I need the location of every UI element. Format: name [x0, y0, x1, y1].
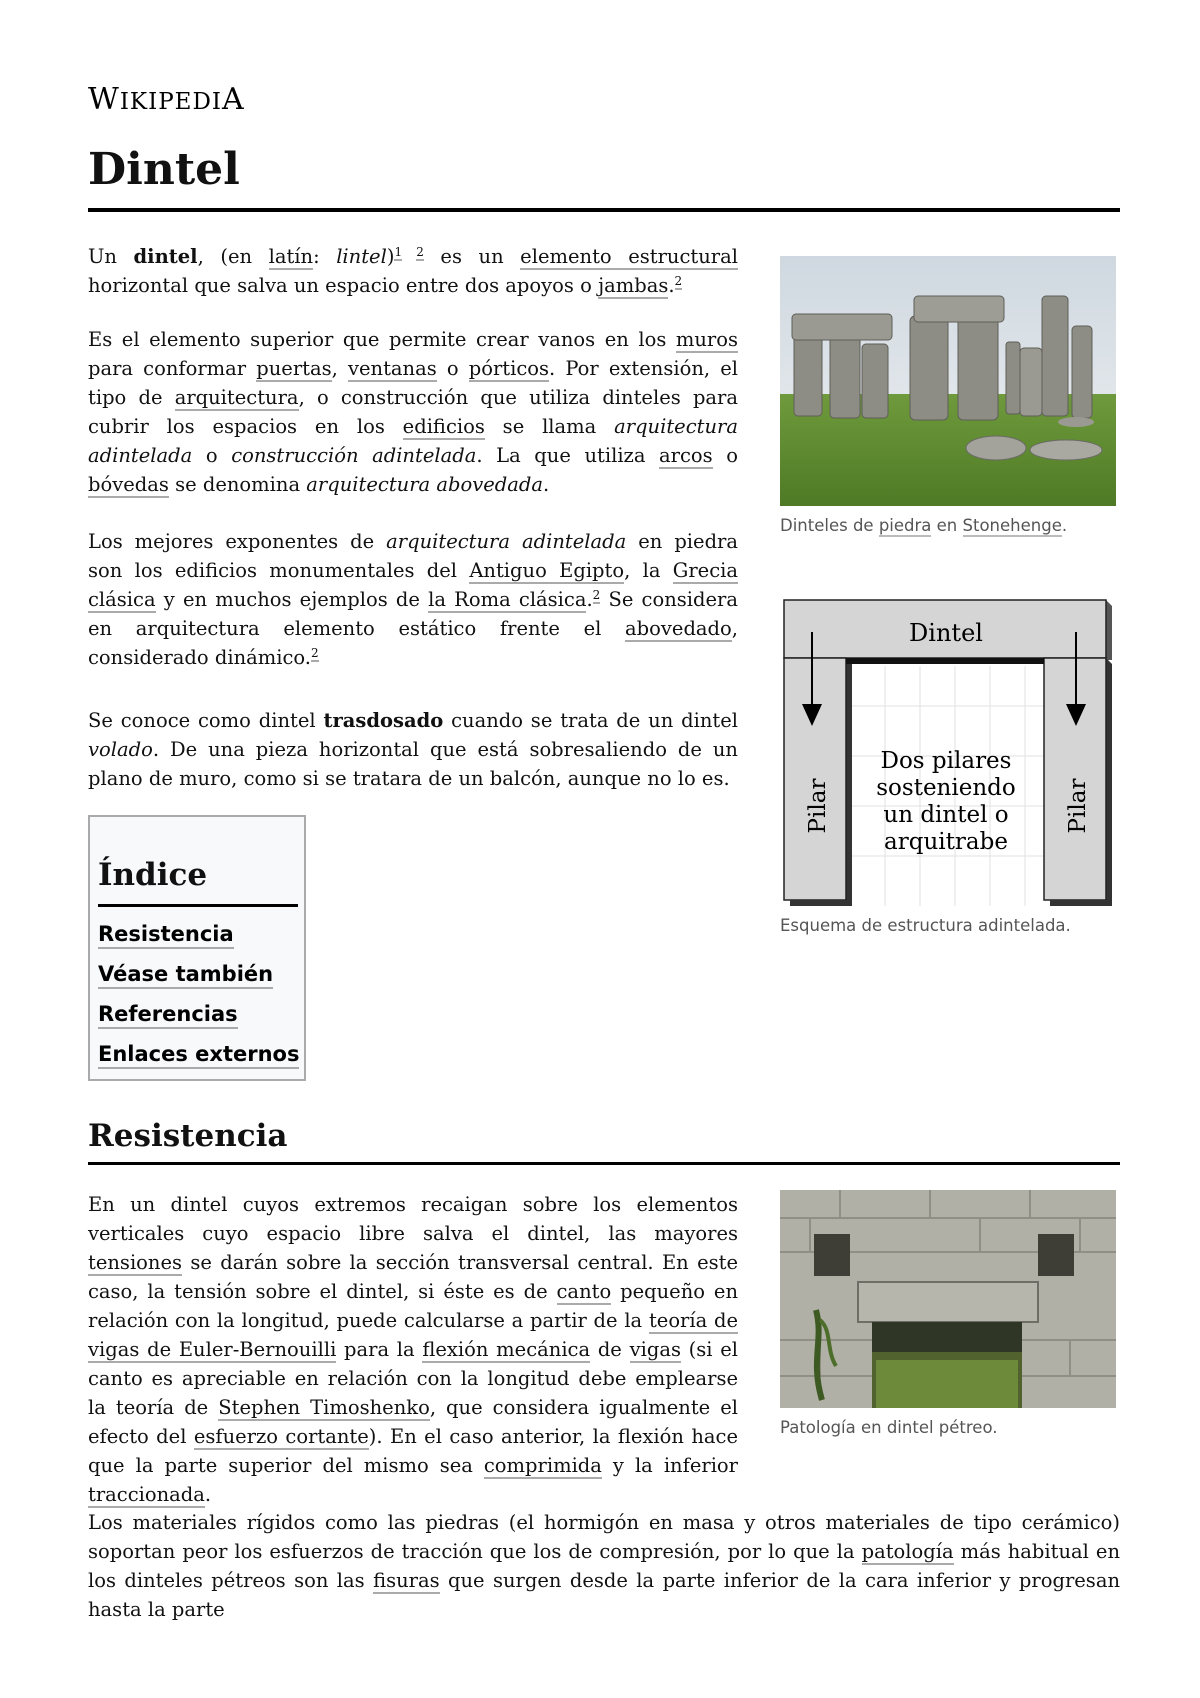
link-grecia-clasica[interactable]: Grecia clásica [88, 559, 738, 611]
toc-item-referencias[interactable]: Referencias [98, 1001, 238, 1029]
link-elemento-estructural[interactable]: elemento estructural [520, 245, 738, 268]
toc-item-resistencia[interactable]: Resistencia [98, 921, 234, 949]
diagram-label-dintel: Dintel [909, 619, 983, 647]
figure-patologia-caption: Patología en dintel pétreo. [780, 1418, 998, 1437]
paragraph-resistencia-1: En un dintel cuyos extremos recaigan sobre los elementos verticales cuyo espacio libre salva el dintel, las mayores tensiones se darán sobre la sección transversal central. En este caso, la tensión sobre el dintel, si éste es de canto pequeño en relación con la longitud, puede calcularse a partir de la teoría de vigas de Euler-Bernouilli para la flexión mecánica de vigas (si el canto es apreciable en relación con la longitud debe emplearse la teoría de Stephen Timoshenko, que considera igualmente el efecto del esfuerzo cortante). En el caso anterior, la flexión hace que la parte superior del mismo sea comprimida y la inferior traccionada. [88, 1193, 739, 1506]
section-rule [88, 1162, 1120, 1165]
link-jambas[interactable]: jambas [598, 274, 669, 297]
toc-item-vease-tambien[interactable]: Véase también [98, 961, 273, 989]
diagram-label-pilar-left: Pilar [805, 778, 831, 834]
link-bovedas[interactable]: bóvedas [88, 473, 169, 496]
patologia-image[interactable] [780, 1190, 1116, 1408]
figure-diagram-caption: Esquema de estructura adintelada. [780, 916, 1071, 935]
link-stonehenge[interactable]: Stonehenge [962, 516, 1062, 535]
link-tensiones[interactable]: tensiones [88, 1251, 183, 1274]
link-canto[interactable]: canto [556, 1280, 612, 1303]
section-heading-resistencia: Resistencia [88, 1118, 288, 1154]
link-stephen-timoshenko[interactable]: Stephen Timoshenko [218, 1396, 430, 1419]
link-vigas[interactable]: vigas [629, 1338, 681, 1361]
paragraph-intro: Un dintel, (en latín: lintel)$^{1 2}$ es un elemento estructural horizontal que salva un espacio entre dos apoyos o jambas.$^2$ [88, 244, 738, 297]
diagram-label-pilar-right: Pilar [1065, 778, 1091, 834]
link-ventanas[interactable]: ventanas [347, 357, 437, 380]
link-latin[interactable]: latín [268, 245, 314, 268]
figure-patologia [780, 1190, 1116, 1437]
lintel-diagram[interactable] [780, 596, 1116, 906]
link-edificios[interactable]: edificios [402, 415, 485, 438]
link-roma-clasica[interactable]: la Roma clásica [428, 588, 587, 611]
ref-2[interactable]: 2 [592, 587, 601, 602]
link-muros[interactable]: muros [675, 328, 738, 351]
page-title: Dintel [88, 144, 240, 195]
toc-item-enlaces-externos[interactable]: Enlaces externos [98, 1041, 299, 1069]
link-arquitectura[interactable]: arquitectura [174, 386, 299, 409]
paragraph-resistencia-2: Los materiales rígidos como las piedras (el hormigón en masa y otros materiales de tipo cerámico) soportan peor los esfuerzos de tracción que los de compresión, por lo que la patología más habitual en los dinteles pétreos son las fisuras que surgen desde la parte inferior de la cara inferior y progresan hasta la parte [88, 1511, 1120, 1621]
link-antiguo-egipto[interactable]: Antiguo Egipto [469, 559, 625, 582]
link-arcos[interactable]: arcos [659, 444, 713, 467]
link-esfuerzo-cortante[interactable]: esfuerzo cortante [193, 1425, 369, 1448]
ref-1[interactable]: 1 [394, 244, 403, 259]
ref-2[interactable]: 2 [674, 273, 683, 288]
ref-2[interactable]: 2 [416, 244, 424, 259]
link-comprimida[interactable]: comprimida [483, 1454, 602, 1477]
figure-stonehenge [780, 256, 1116, 535]
paragraph-examples: Los mejores exponentes de arquitectura adintelada en piedra son los edificios monumentales del Antiguo Egipto, la Grecia clásica y en muchos ejemplos de la Roma clásica.$^2$ Se considera en arquitectura elemento estático frente el abovedado, considerado dinámico.$^2$ [88, 530, 739, 669]
link-puertas[interactable]: puertas [256, 357, 332, 380]
diagram-center-line-2: sosteniendo [876, 775, 1016, 801]
paragraph-trasdosado: Se conoce como dintel trasdosado cuando se trata de un dintel volado. De una pieza horizontal que está sobresaliendo de un plano de muro, como si se tratara de un balcón, aunque no lo es. [88, 709, 738, 790]
link-abovedado[interactable]: abovedado [625, 617, 732, 640]
diagram-center-line-1: Dos pilares [880, 748, 1012, 774]
wikipedia-logo[interactable]: WIKIPEDIA [88, 82, 245, 117]
link-traccionada[interactable]: traccionada [88, 1483, 205, 1506]
link-patologia[interactable]: patología [861, 1540, 954, 1563]
link-piedra[interactable]: piedra [878, 516, 932, 535]
table-of-contents [88, 815, 306, 1081]
figure-diagram [780, 596, 1116, 935]
link-fisuras[interactable]: fisuras [373, 1569, 440, 1592]
toc-title: Índice [98, 857, 208, 893]
link-teoria-vigas-euler-bernouilli[interactable]: teoría de vigas de Euler-Bernouilli [88, 1309, 739, 1361]
diagram-center-line-4: arquitrabe [884, 829, 1008, 855]
paragraph-definition: Es el elemento superior que permite crear vanos en los muros para conformar puertas, ventanas o pórticos. Por extensión, el tipo de arquitectura, o construcción que utiliza dinteles para cubrir los espacios en los edificios se llama arquitectura adintelada o construcción adintelada. La que utiliza arcos o bóvedas se denomina arquitectura abovedada. [88, 328, 738, 496]
link-flexion-mecanica[interactable]: flexión mecánica [422, 1338, 591, 1361]
figure-stonehenge-caption: Dinteles de piedra en Stonehenge. [780, 516, 1068, 535]
toc-rule [98, 904, 298, 907]
title-rule [88, 208, 1120, 212]
stonehenge-image[interactable] [780, 256, 1116, 506]
diagram-center-line-3: un dintel o [883, 802, 1009, 828]
ref-2[interactable]: 2 [311, 645, 319, 660]
link-porticos[interactable]: pórticos [468, 357, 550, 380]
